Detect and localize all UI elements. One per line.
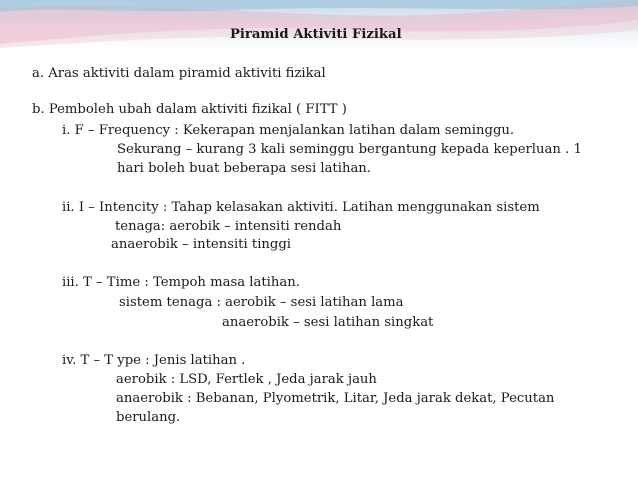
frequency-heading: i. F – Frequency : Kekerapan menjalankan latihan dalam seminggu. xyxy=(62,123,515,138)
frequency-detail-2: hari boleh buat beberapa sesi latihan. xyxy=(117,161,371,176)
item-b: b. Pemboleh ubah dalam aktiviti fizikal ( FITT ) xyxy=(32,102,347,117)
frequency-detail-1: Sekurang – kurang 3 kali seminggu bergantung kepada keperluan . 1 xyxy=(117,142,582,157)
intensity-heading: ii. I – Intencity : Tahap kelasakan aktiviti. Latihan menggunakan sistem xyxy=(62,200,540,215)
time-detail-1: sistem tenaga : aerobik – sesi latihan lama xyxy=(119,295,404,310)
time-detail-2: anaerobik – sesi latihan singkat xyxy=(222,315,434,330)
intensity-detail-1: tenaga: aerobik – intensiti rendah xyxy=(115,219,342,234)
type-detail-3: berulang. xyxy=(116,410,181,425)
item-a: a. Aras aktiviti dalam piramid aktiviti fizikal xyxy=(32,66,326,81)
type-detail-1: aerobik : LSD, Fertlek , Jeda jarak jauh xyxy=(116,372,377,387)
slide-title: Piramid Aktiviti Fizikal xyxy=(230,27,402,42)
type-detail-2: anaerobik : Bebanan, Plyometrik, Litar, Jeda jarak dekat, Pecutan xyxy=(116,391,555,406)
type-heading: iv. T – T ype : Jenis latihan . xyxy=(62,353,246,368)
time-heading: iii. T – Time : Tempoh masa latihan. xyxy=(62,275,300,290)
intensity-detail-2: anaerobik – intensiti tinggi xyxy=(111,237,292,252)
